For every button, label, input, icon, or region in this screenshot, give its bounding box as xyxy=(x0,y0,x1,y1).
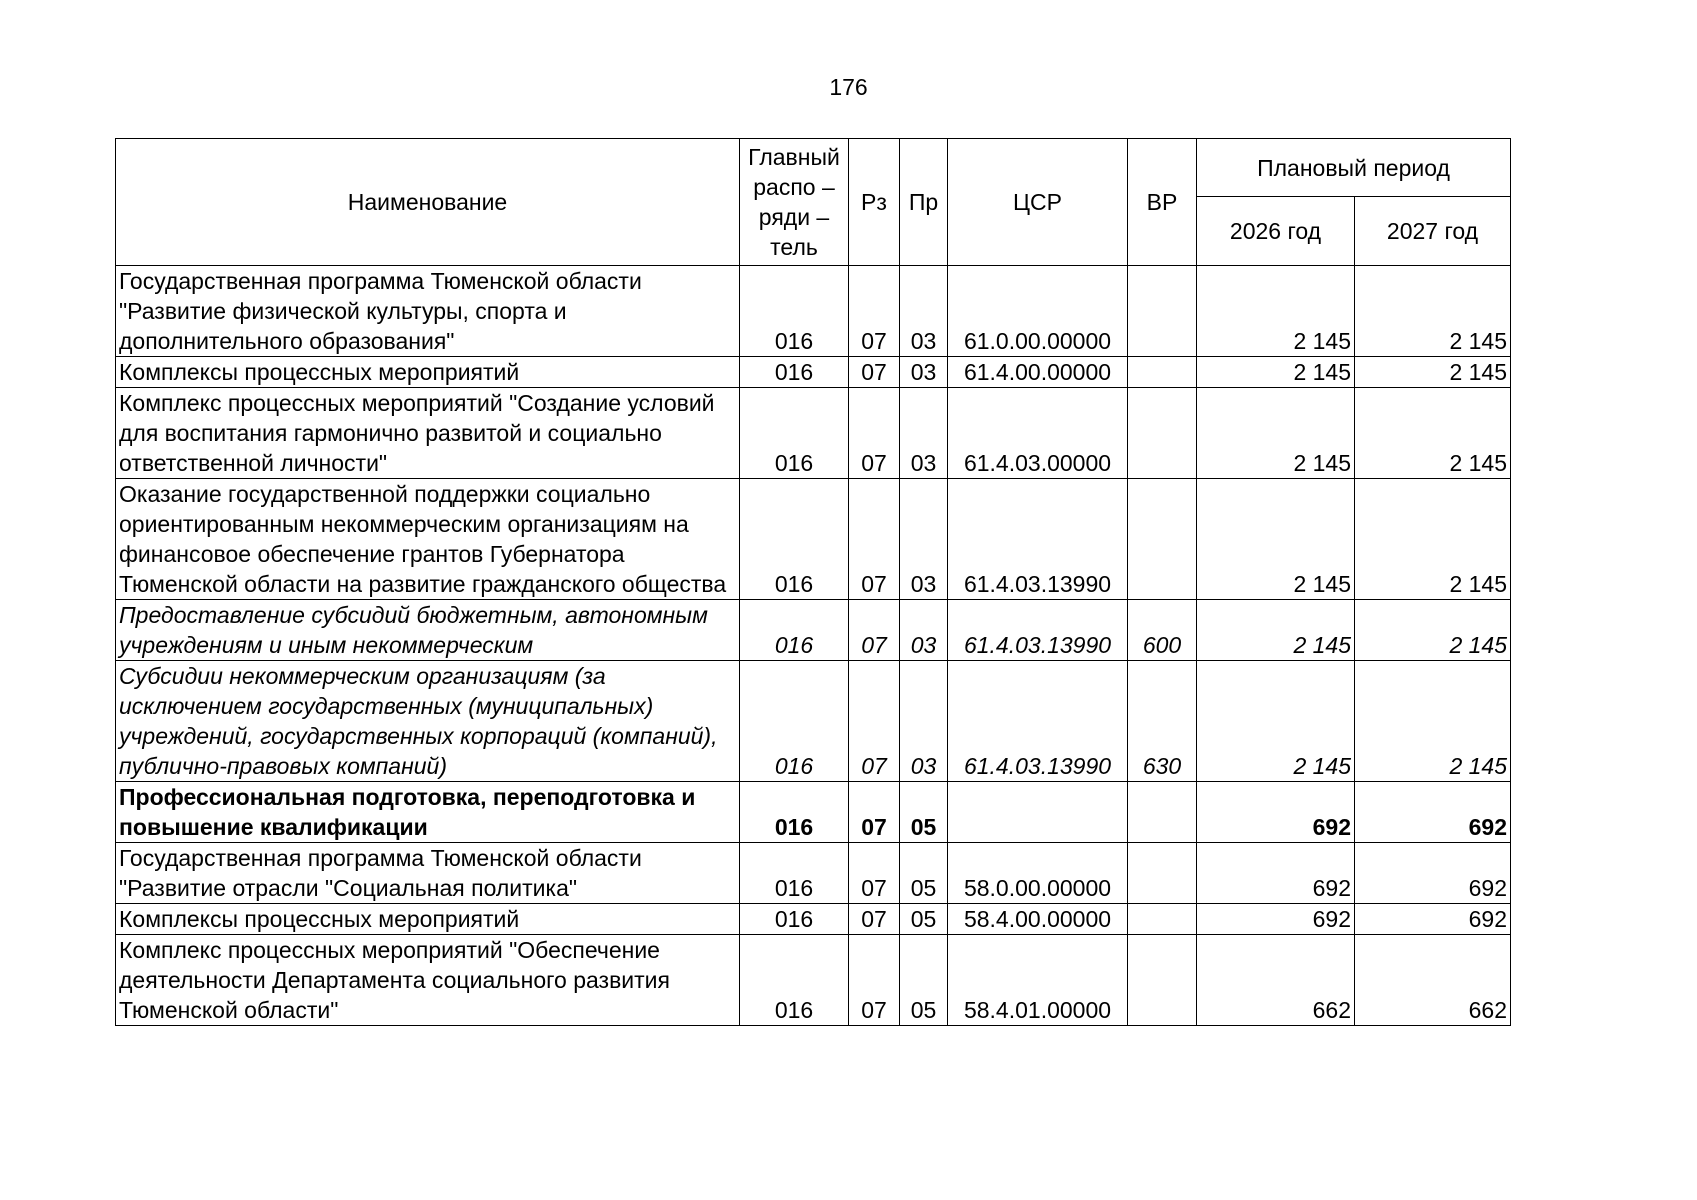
cell-name: Государственная программа Тюменской области "Развитие отрасли "Социальная политика" xyxy=(116,843,740,904)
cell-grbs: 016 xyxy=(740,357,849,388)
header-grbs-line: ряди – xyxy=(758,204,830,230)
cell-pr: 03 xyxy=(900,388,948,479)
cell-name: Комплексы процессных мероприятий xyxy=(116,904,740,935)
cell-grbs: 016 xyxy=(740,661,849,782)
cell-grbs: 016 xyxy=(740,782,849,843)
cell-2027: 692 xyxy=(1355,904,1511,935)
cell-name: Комплексы процессных мероприятий xyxy=(116,357,740,388)
budget-table xyxy=(115,138,1511,1026)
cell-vr xyxy=(1128,266,1197,357)
cell-rz: 07 xyxy=(849,600,900,661)
cell-2027: 2 145 xyxy=(1355,388,1511,479)
cell-grbs: 016 xyxy=(740,388,849,479)
cell-pr: 03 xyxy=(900,600,948,661)
cell-name: Комплекс процессных мероприятий "Обеспечение деятельности Департамента социального развития Тюменской области" xyxy=(116,935,740,1026)
cell-csr: 58.0.00.00000 xyxy=(948,843,1128,904)
table-row xyxy=(116,266,1511,357)
header-grbs-line: тель xyxy=(770,234,818,260)
header-rz: Рз xyxy=(849,139,900,266)
cell-2026: 692 xyxy=(1197,843,1355,904)
cell-vr xyxy=(1128,357,1197,388)
header-name: Наименование xyxy=(116,139,740,266)
cell-vr: 600 xyxy=(1128,600,1197,661)
cell-2027: 2 145 xyxy=(1355,661,1511,782)
cell-grbs: 016 xyxy=(740,935,849,1026)
cell-pr: 03 xyxy=(900,661,948,782)
cell-2026: 2 145 xyxy=(1197,266,1355,357)
cell-grbs: 016 xyxy=(740,904,849,935)
cell-vr xyxy=(1128,935,1197,1026)
table-row xyxy=(116,357,1511,388)
cell-pr: 03 xyxy=(900,357,948,388)
cell-2027: 2 145 xyxy=(1355,479,1511,600)
header-year-2026: 2026 год xyxy=(1197,197,1355,266)
table-row xyxy=(116,904,1511,935)
cell-name: Субсидии некоммерческим организациям (за исключением государственных (муниципальных) учреждений, государственных корпораций (компаний), публично-правовых компаний) xyxy=(116,661,740,782)
cell-2026: 692 xyxy=(1197,904,1355,935)
cell-vr xyxy=(1128,904,1197,935)
cell-rz: 07 xyxy=(849,388,900,479)
cell-csr: 61.4.03.00000 xyxy=(948,388,1128,479)
header-vr: ВР xyxy=(1128,139,1197,266)
cell-pr: 03 xyxy=(900,266,948,357)
header-year-2027: 2027 год xyxy=(1355,197,1511,266)
cell-vr xyxy=(1128,479,1197,600)
cell-csr: 58.4.01.00000 xyxy=(948,935,1128,1026)
table-row xyxy=(116,388,1511,479)
cell-name: Предоставление субсидий бюджетным, автономным учреждениям и иным некоммерческим xyxy=(116,600,740,661)
cell-vr: 630 xyxy=(1128,661,1197,782)
table-row xyxy=(116,600,1511,661)
cell-2026: 2 145 xyxy=(1197,479,1355,600)
cell-rz: 07 xyxy=(849,357,900,388)
cell-csr: 61.4.03.13990 xyxy=(948,600,1128,661)
cell-pr: 05 xyxy=(900,935,948,1026)
cell-2027: 2 145 xyxy=(1355,266,1511,357)
cell-rz: 07 xyxy=(849,935,900,1026)
page-number: 176 xyxy=(829,74,868,100)
cell-2026: 2 145 xyxy=(1197,600,1355,661)
cell-2026: 692 xyxy=(1197,782,1355,843)
table-body xyxy=(116,266,1511,1026)
cell-2027: 2 145 xyxy=(1355,357,1511,388)
cell-2027: 692 xyxy=(1355,782,1511,843)
cell-2027: 692 xyxy=(1355,843,1511,904)
cell-pr: 05 xyxy=(900,843,948,904)
cell-rz: 07 xyxy=(849,904,900,935)
table-row xyxy=(116,661,1511,782)
cell-grbs: 016 xyxy=(740,479,849,600)
cell-rz: 07 xyxy=(849,266,900,357)
header-plan-period: Плановый период xyxy=(1197,139,1511,197)
cell-2026: 2 145 xyxy=(1197,357,1355,388)
table-header xyxy=(116,139,1511,266)
cell-csr: 58.4.00.00000 xyxy=(948,904,1128,935)
cell-2026: 2 145 xyxy=(1197,661,1355,782)
cell-2027: 662 xyxy=(1355,935,1511,1026)
cell-name: Комплекс процессных мероприятий "Создание условий для воспитания гармонично развитой и социально ответственной личности" xyxy=(116,388,740,479)
cell-csr xyxy=(948,782,1128,843)
cell-2026: 662 xyxy=(1197,935,1355,1026)
cell-csr: 61.4.00.00000 xyxy=(948,357,1128,388)
cell-csr: 61.4.03.13990 xyxy=(948,479,1128,600)
cell-pr: 03 xyxy=(900,479,948,600)
cell-rz: 07 xyxy=(849,479,900,600)
cell-rz: 07 xyxy=(849,661,900,782)
table-row xyxy=(116,843,1511,904)
table-row xyxy=(116,782,1511,843)
header-pr: Пр xyxy=(900,139,948,266)
header-csr: ЦСР xyxy=(948,139,1128,266)
cell-name: Профессиональная подготовка, переподготовка и повышение квалификации xyxy=(116,782,740,843)
table-row xyxy=(116,479,1511,600)
cell-name: Государственная программа Тюменской области "Развитие физической культуры, спорта и дополнительного образования" xyxy=(116,266,740,357)
cell-csr: 61.0.00.00000 xyxy=(948,266,1128,357)
cell-rz: 07 xyxy=(849,843,900,904)
cell-2027: 2 145 xyxy=(1355,600,1511,661)
cell-pr: 05 xyxy=(900,782,948,843)
cell-vr xyxy=(1128,843,1197,904)
cell-grbs: 016 xyxy=(740,266,849,357)
cell-name: Оказание государственной поддержки социально ориентированным некоммерческим организациям на финансовое обеспечение грантов Губернатора Тюменской области на развитие гражданского общества xyxy=(116,479,740,600)
cell-vr xyxy=(1128,388,1197,479)
cell-2026: 2 145 xyxy=(1197,388,1355,479)
cell-grbs: 016 xyxy=(740,600,849,661)
cell-pr: 05 xyxy=(900,904,948,935)
cell-grbs: 016 xyxy=(740,843,849,904)
cell-csr: 61.4.03.13990 xyxy=(948,661,1128,782)
cell-vr xyxy=(1128,782,1197,843)
header-grbs-line: Главный xyxy=(748,144,840,170)
header-grbs xyxy=(740,139,849,266)
header-grbs-line: распо – xyxy=(753,174,835,200)
cell-rz: 07 xyxy=(849,782,900,843)
table-row xyxy=(116,935,1511,1026)
